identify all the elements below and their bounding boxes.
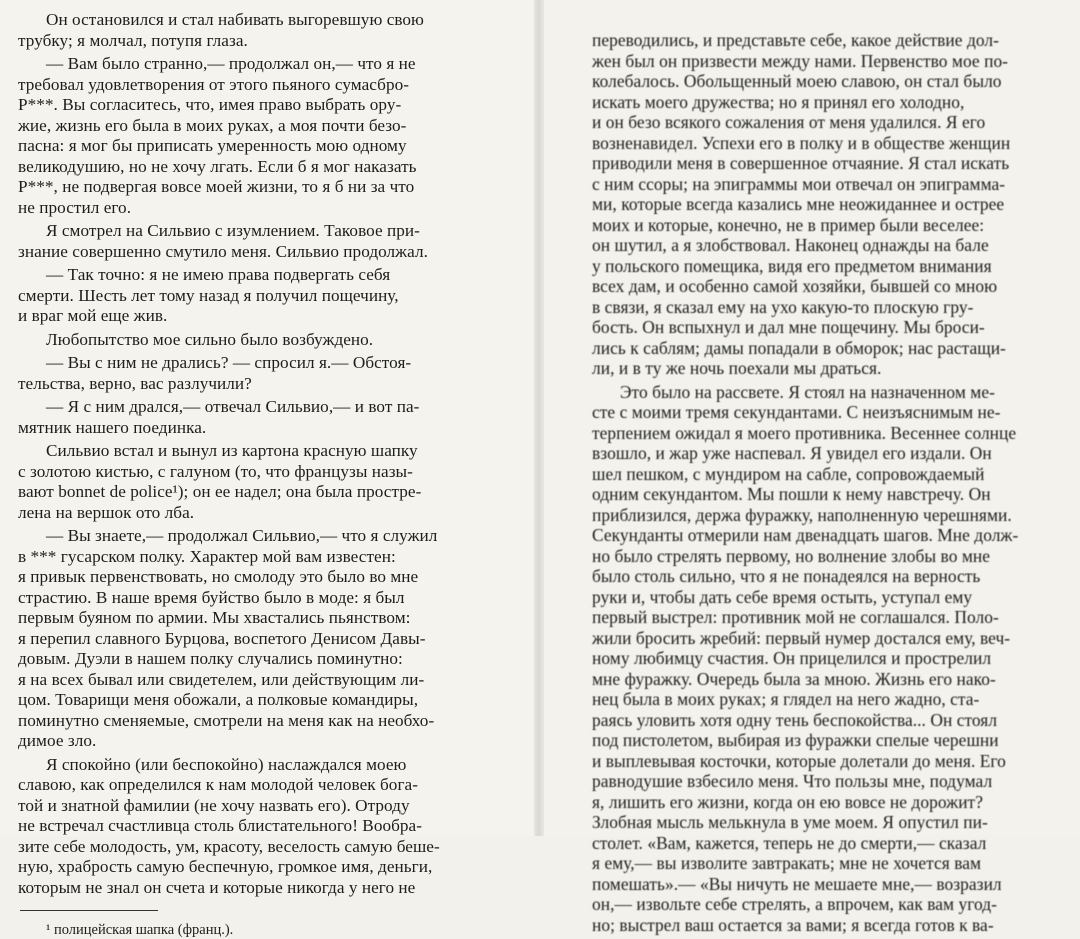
left-page bbox=[0, 0, 534, 938]
text-line: я ему,— вы изволите завтракать; мне не хочется вам bbox=[592, 853, 982, 873]
text-line: смерти. Шесть лет тому назад я получил пощечину, bbox=[18, 285, 399, 305]
text-line: ному любимцу счастия. Он прицелился и прострелил bbox=[592, 648, 992, 668]
text-line: — Я с ним дрался,— отвечал Сильвио,— и вот па- bbox=[46, 397, 420, 416]
text-line: в связи, я сказал ему на ухо какую-то плоскую гру- bbox=[592, 296, 974, 317]
text-line: жен был он призвести между нами. Первенство мое по- bbox=[592, 50, 1009, 71]
text-line: Секунданты отмерили нам двенадцать шагов. Мне долж- bbox=[592, 525, 1019, 545]
text-line: Это было на рассвете. Я стоял на назначенном ме- bbox=[620, 381, 995, 402]
text-line: цом. Товарищи меня обожали, а полковые командиры, bbox=[18, 690, 419, 709]
text-line: жие, жизнь его была в моих руках, а моя почти безо- bbox=[18, 115, 407, 135]
text-line: ную, храбрость самую беспечную, громкое имя, деньги, bbox=[18, 857, 433, 876]
text-line: Я смотрел на Сильвио с изумлением. Таковое при- bbox=[46, 221, 420, 240]
left-page-text bbox=[18, 10, 520, 898]
text-line: бость. Он вспыхнул и дал мне пощечину. Мы броси- bbox=[592, 317, 985, 337]
book-gutter bbox=[534, 0, 544, 836]
text-line: ли, и в ту же ночь поехали мы драться. bbox=[592, 358, 882, 378]
text-line: требовал удовлетворения от этого пьяного сумасбро- bbox=[18, 74, 410, 94]
text-line: колебалось. Обольщенный моею славою, он стал было bbox=[592, 71, 1002, 91]
text-line: — Так точно: я не имею права подвергать себя bbox=[46, 265, 391, 284]
text-line: — Вы знаете,— продолжал Сильвио,— что я служил bbox=[46, 526, 438, 545]
text-line: зите себе молодость, ум, красоту, веселость самую беше- bbox=[18, 836, 440, 856]
text-line: сте с моими тремя секундантами. С неизъяснимым не- bbox=[592, 402, 1001, 422]
text-line: той и знатной фамилии (не хочу назвать его). Отроду bbox=[18, 795, 410, 815]
text-line: лись к саблям; дамы попадали в обморок; нас растащи- bbox=[592, 337, 1006, 358]
text-line: Я спокойно (или беспокойно) наслаждался моею bbox=[46, 754, 407, 774]
text-line: но; выстрел ваш остается за вами; я всегда готов к ва- bbox=[592, 914, 994, 935]
text-line: не простил его. bbox=[18, 197, 132, 217]
text-line: одним секундантом. Мы пошли к нему навстречу. Он bbox=[592, 484, 991, 504]
text-line: жили бросить жребий: первый нумер достался ему, веч- bbox=[592, 627, 1011, 648]
text-line: раясь уловить хотя одну тень беспокойства... Он стоял bbox=[592, 709, 998, 730]
text-line: Любопытство мое сильно было возбуждено. bbox=[46, 329, 374, 349]
text-line: знание совершенно смутило меня. Сильвио продолжал. bbox=[18, 241, 428, 261]
text-line: нец была в моих руках; я глядел на него жадно, ста- bbox=[592, 689, 980, 709]
text-line: терпением ожидал я моего противника. Весеннее солнце bbox=[592, 422, 1017, 443]
text-line: приводили меня в совершенное отчаяние. Я стал искать bbox=[592, 153, 1010, 173]
text-line: помешать».— «Вы ничуть не мешаете мне,— возразил bbox=[592, 873, 1002, 894]
text-line: пасна: я мог бы приписать умеренность мою одному bbox=[18, 136, 407, 155]
text-line: первым буяном по армии. Мы хвастались пьянством: bbox=[18, 608, 411, 627]
text-line: вают bonnet de police¹); он ее надел; она была простре- bbox=[18, 482, 422, 501]
text-line: мне фуражку. Очередь была за мною. Жизнь его нако- bbox=[592, 668, 996, 689]
text-line: с ним ссоры; на эпиграммы мои отвечал он эпиграмма- bbox=[592, 173, 1006, 194]
text-line: он шутил, а я злобствовал. Наконец однажды на бале bbox=[592, 235, 989, 255]
text-line: димое зло. bbox=[18, 731, 97, 750]
text-line: он,— извольте себе стрелять, а впрочем, как вам угод- bbox=[592, 894, 997, 914]
text-line: но было стрелять первому, но волнение злобы во мне bbox=[592, 545, 991, 566]
text-line: я привык первенствовать, но смолоду это было во мне bbox=[18, 567, 419, 586]
text-line: Сильвио встал и вынул из картона красную шапку bbox=[46, 441, 418, 460]
text-line: лена на вершок ото лба. bbox=[18, 502, 195, 522]
text-line: искать моего дружества; но я принял его холодно, bbox=[592, 91, 965, 112]
footnote: ¹ полицейская шапка (франц.). bbox=[46, 922, 234, 938]
right-page bbox=[544, 0, 1080, 935]
text-line: тельства, верно, вас разлучили? bbox=[18, 373, 252, 393]
text-line: и выплевывая косточки, которые долетали до меня. Его bbox=[592, 750, 1006, 771]
text-line: было столь сильно, что я не понадеялся на верность bbox=[592, 566, 981, 586]
footnote-rule bbox=[20, 910, 158, 911]
text-line: и враг мой еще жив. bbox=[18, 306, 168, 325]
text-line: приблизился, держа фуражку, наполненную черешнями. bbox=[592, 504, 1012, 525]
text-line: возненавидел. Успехи его в полку и в обществе женщин bbox=[592, 132, 1011, 153]
text-line: я на всех бывал или свидетелем, или действующим ли- bbox=[18, 669, 425, 689]
text-line: я перепил славного Бурцова, воспетого Денисом Давы- bbox=[18, 628, 426, 648]
text-line: не встречал счастливца столь блистательного! Вообра- bbox=[18, 816, 423, 835]
text-line: взошло, и жар уже наспевал. Я увидел его издали. Он bbox=[592, 443, 992, 463]
text-line: в *** гусарском полку. Характер мой вам известен: bbox=[18, 546, 396, 566]
text-line: которым не знал он счета и которые никогда у него не bbox=[18, 877, 416, 897]
text-line: страстию. В наше время буйство было в моде: я был bbox=[18, 587, 405, 607]
right-page-text bbox=[592, 30, 1074, 935]
text-line: — Вы с ним не дрались? — спросил я.— Обстоя- bbox=[46, 353, 412, 372]
text-line: всех дам, и особенно самой хозяйки, бывшей со мною bbox=[592, 276, 998, 296]
text-line: — Вам было странно,— продолжал он,— что я не bbox=[46, 54, 416, 73]
text-line: ми, которые всегда казались мне неожиданнее и острее bbox=[592, 194, 1005, 214]
text-line: у польского помещика, видя его предметом внимания bbox=[592, 255, 992, 276]
text-line: Злобная мысль мелькнула в уме моем. Я опустил пи- bbox=[592, 812, 988, 832]
text-line: и он безо всякого сожаления от меня удалился. Я его bbox=[592, 112, 986, 132]
text-line: переводились, и представьте себе, какое действие дол- bbox=[592, 30, 999, 50]
text-line: великодушию, но не хочу лгать. Если б я мог наказать bbox=[18, 156, 417, 176]
text-line: равнодушие взбесило меня. Что пользы мне, подумал bbox=[592, 771, 993, 791]
text-line: первый выстрел: противник мой не соглашался. Поло- bbox=[592, 607, 999, 627]
text-line: мятник нашего поединка. bbox=[18, 417, 207, 437]
text-line: Р***, не подвергая вовсе моей жизни, то я б ни за что bbox=[18, 177, 415, 196]
text-line: столет. «Вам, кажется, теперь не до смерти,— сказал bbox=[592, 832, 987, 853]
text-line: Р***. Вы согласитесь, что, имея право выбрать ору- bbox=[18, 95, 402, 114]
text-line: с золотою кистью, с галуном (то, что французы назы- bbox=[18, 461, 413, 481]
text-line: поминутно сменяемые, смотрели на меня как на необхо- bbox=[18, 710, 435, 730]
text-line: Он остановился и стал набивать выгоревшую свою bbox=[46, 10, 424, 29]
text-line: руки и, чтобы дать себе время остыть, уступал ему bbox=[592, 586, 973, 607]
text-line: славою, как определился к нам молодой человек бога- bbox=[18, 775, 418, 794]
text-line: я, лишить его жизни, когда он ею вовсе не дорожит? bbox=[592, 791, 983, 812]
text-line: трубку; я молчал, потупя глаза. bbox=[18, 30, 248, 50]
text-line: шел пешком, с мундиром на сабле, сопровождаемый bbox=[592, 463, 985, 484]
text-line: под пистолетом, выбирая из фуражки спелые черешни bbox=[592, 730, 999, 750]
text-line: моих и которые, конечно, не в пример были веселее: bbox=[592, 214, 985, 235]
text-line: довым. Дуэли в нашем полку случались поминутно: bbox=[18, 649, 403, 668]
